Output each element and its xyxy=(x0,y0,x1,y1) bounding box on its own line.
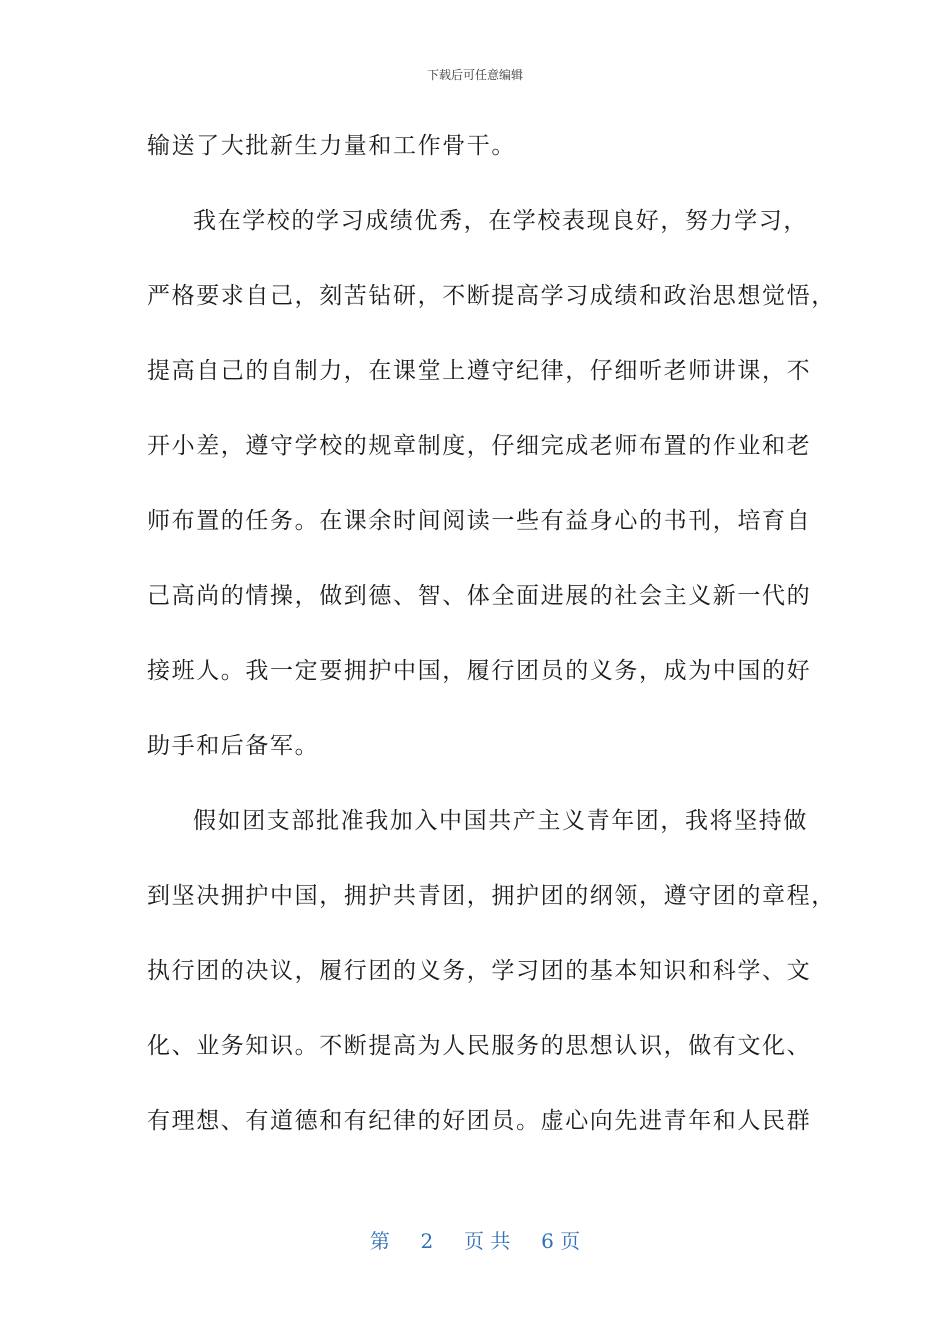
text-line: 提高自己的自制力，在课堂上遵守纪律，仔细听老师讲课，不 xyxy=(147,358,812,384)
footer-page-number: 2 xyxy=(420,1229,434,1253)
text-line: 己高尚的情操，做到德、智、体全面进展的社会主义新一代的 xyxy=(147,583,812,609)
page-footer xyxy=(0,1225,950,1254)
text-line: 助手和后备军。 xyxy=(147,733,320,759)
text-line: 严格要求自己，刻苦钻研，不断提高学习成绩和政治思想觉悟， xyxy=(147,283,836,309)
text-line: 接班人。我一定要拥护中国，履行团员的义务，成为中国的好 xyxy=(147,658,812,684)
text-line: 输送了大批新生力量和工作骨干。 xyxy=(147,133,516,159)
text-line: 假如团支部批准我加入中国共产主义青年团，我将坚持做 xyxy=(193,808,808,834)
footer-total-pages: 6 xyxy=(541,1229,554,1253)
text-line: 开小差，遵守学校的规章制度，仔细完成老师布置的作业和老 xyxy=(147,433,812,459)
body-text xyxy=(147,124,836,1174)
footer-prefix: 第 xyxy=(369,1229,390,1253)
text-line: 有理想、有道德和有纪律的好团员。虚心向先进青年和人民群 xyxy=(147,1108,812,1134)
text-line: 执行团的决议，履行团的义务，学习团的基本知识和科学、文 xyxy=(147,958,812,984)
footer-middle: 页 共 xyxy=(464,1229,511,1253)
text-line: 我在学校的学习成绩优秀，在学校表现良好，努力学习， xyxy=(193,208,808,234)
text-line: 师布置的任务。在课余时间阅读一些有益身心的书刊，培育自 xyxy=(147,508,812,534)
footer-suffix: 页 xyxy=(560,1229,581,1253)
header-note: 下载后可任意编辑 xyxy=(426,68,523,82)
text-line: 化、业务知识。不断提高为人民服务的思想认识，做有文化、 xyxy=(147,1033,812,1059)
text-line: 到坚决拥护中国，拥护共青团，拥护团的纲领，遵守团的章程， xyxy=(147,883,836,909)
